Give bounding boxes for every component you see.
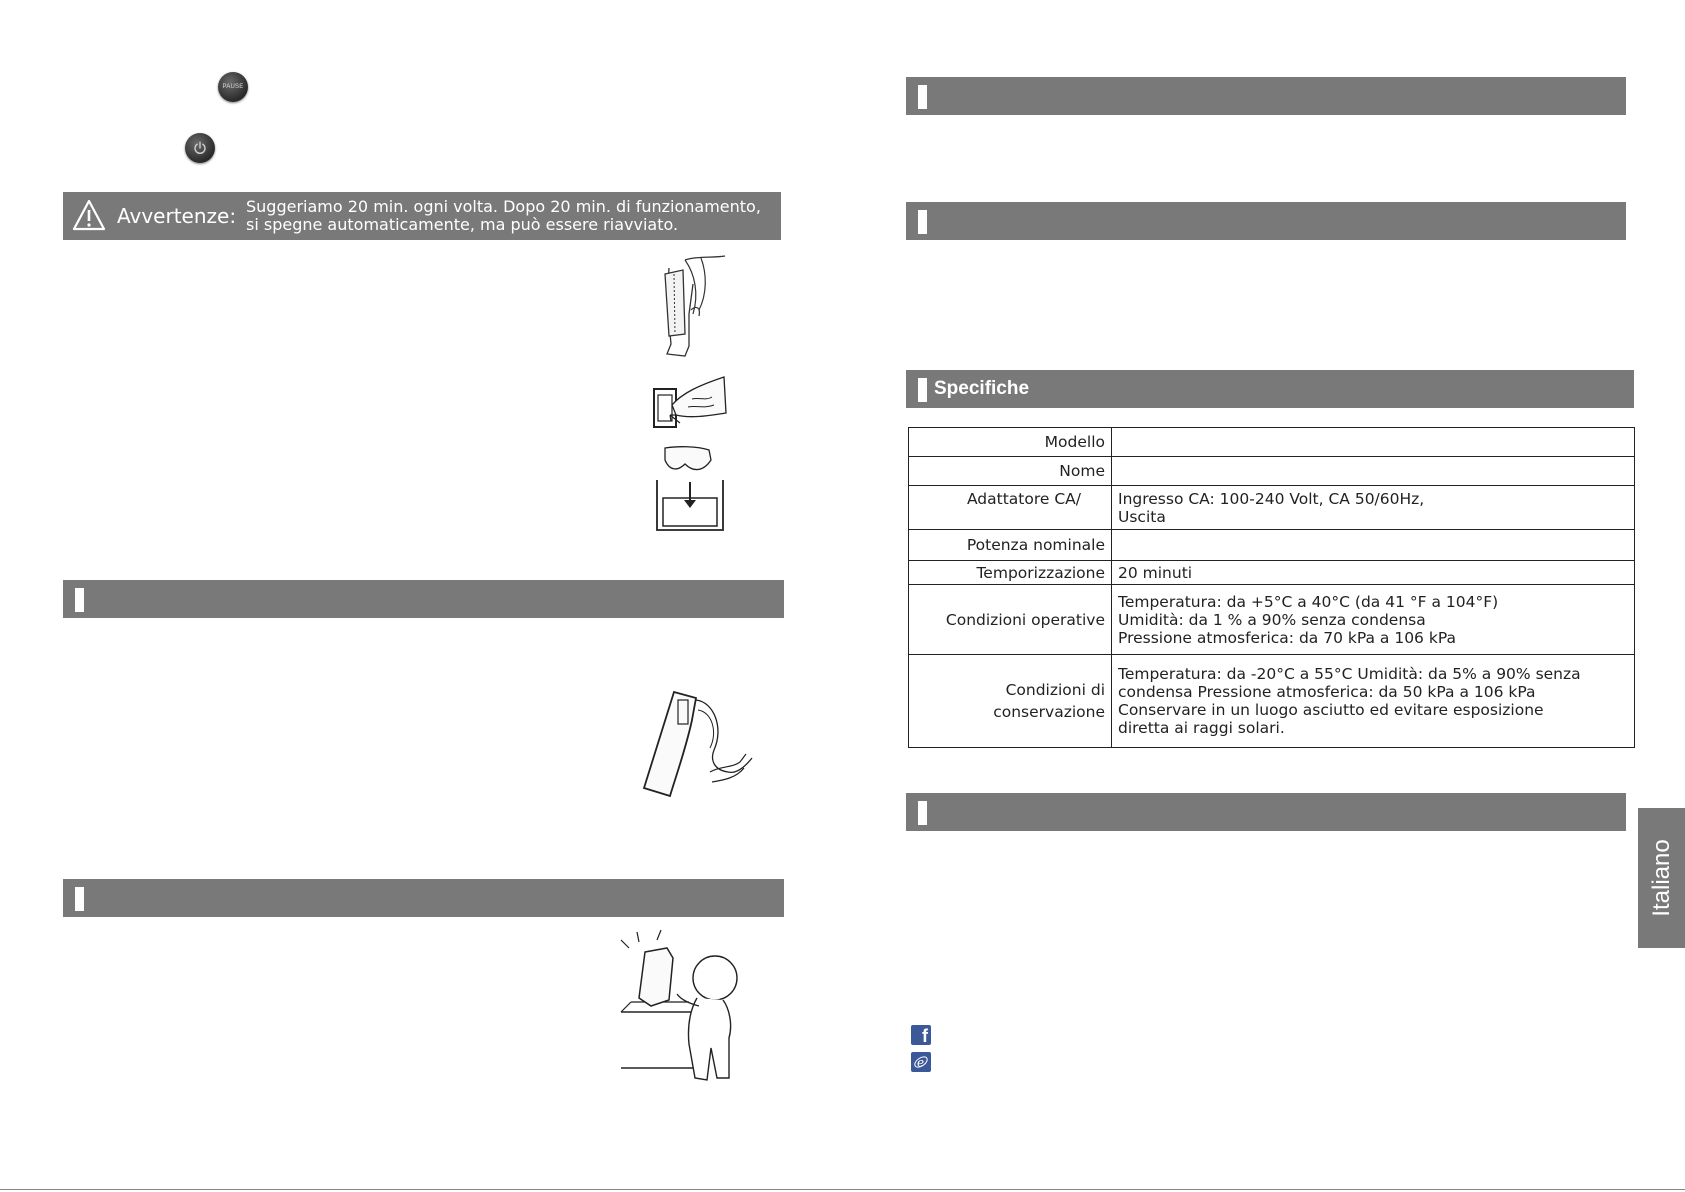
warning-text <box>246 198 761 234</box>
power-symbol-icon <box>193 141 207 155</box>
spec-value <box>1112 486 1635 530</box>
website-icon <box>911 1052 931 1072</box>
section-bar-4 <box>906 202 1626 240</box>
spec-value-line: Ingresso CA: 100-240 Volt, CA 50/60Hz, <box>1118 489 1425 508</box>
warning-banner <box>63 192 781 240</box>
specs-table <box>908 427 1635 748</box>
facebook-icon: f <box>911 1025 931 1045</box>
spec-row-name <box>909 457 1635 486</box>
language-tab-label: Italiano <box>1647 839 1675 917</box>
spec-value-line: Temperatura: da -20°C a 55°C Umidità: da 5% a 90% senza <box>1118 665 1581 683</box>
spec-key: Temporizzazione <box>909 561 1112 585</box>
spec-key <box>909 585 1112 655</box>
spec-value-line: condensa Pressione atmosferica: da 50 kPa a 106 kPa <box>1118 683 1536 701</box>
page-bottom-rule <box>0 1189 1685 1190</box>
section-bar-3 <box>906 77 1626 115</box>
globe-e-icon <box>911 1052 931 1072</box>
spec-key: Potenza nominale <box>909 530 1112 561</box>
warning-triangle-icon <box>71 198 107 232</box>
spec-value-line: Uscita <box>1118 507 1166 526</box>
warning-line-2: si spegne automaticamente, ma può essere riavviato. <box>246 215 679 234</box>
section-bar-1 <box>63 580 784 618</box>
warning-line-1: Suggeriamo 20 min. ogni volta. Dopo 20 min. di funzionamento, <box>246 197 761 216</box>
section-marker <box>918 801 927 825</box>
spec-row-adapter <box>909 486 1635 530</box>
section-bar-2 <box>63 879 784 917</box>
spec-key <box>909 486 1112 530</box>
spec-value-line: diretta ai raggi solari. <box>1118 719 1285 737</box>
spec-value-line: Umidità: da 1 % a 90% senza condensa <box>1118 610 1426 629</box>
spec-value <box>1112 530 1635 561</box>
device-handling-illustration <box>640 688 756 802</box>
spec-row-operating <box>909 585 1635 655</box>
leg-wrap-illustration <box>655 254 730 358</box>
spec-row-storage <box>909 655 1635 748</box>
section-marker <box>75 887 84 911</box>
spec-value-line: Pressione atmosferica: da 70 kPa a 106 kPa <box>1118 628 1456 647</box>
spec-key-text: Condizioni operative <box>945 610 1105 629</box>
specs-title: Specifiche <box>934 378 1030 399</box>
spec-key-line: conservazione <box>993 703 1105 721</box>
section-marker <box>918 378 927 402</box>
pause-button-label: PAUSE <box>222 84 244 90</box>
plug-into-socket-illustration <box>652 375 728 433</box>
spec-value: 20 minuti <box>1112 561 1635 585</box>
keep-away-from-children-illustration <box>617 928 749 1086</box>
section-marker <box>918 210 927 234</box>
power-button-icon <box>185 133 215 163</box>
section-bar-5 <box>906 793 1626 831</box>
warning-label: Avvertenze: <box>117 204 237 228</box>
spec-row-power <box>909 530 1635 561</box>
language-tab <box>1638 808 1685 948</box>
section-marker <box>75 588 84 612</box>
spec-value <box>1112 457 1635 486</box>
spec-value <box>1112 655 1635 748</box>
spec-value-line: Conservare in un luogo asciutto ed evitare esposizione <box>1118 701 1544 719</box>
web-glyph: e <box>917 1055 925 1070</box>
spec-value <box>1112 585 1635 655</box>
pause-button-icon <box>218 72 248 102</box>
spec-value-line: Temperatura: da +5°C a 40°C (da 41 °F a 104°F) <box>1118 592 1499 611</box>
spec-key <box>909 655 1112 748</box>
spec-key-text: Adattatore CA/ <box>966 490 1081 508</box>
spec-row-timer <box>909 561 1635 585</box>
spec-key: Modello <box>909 428 1112 457</box>
spec-key: Nome <box>909 457 1112 486</box>
specs-section-bar <box>906 370 1634 408</box>
section-marker <box>918 85 927 109</box>
spec-key-line: Condizioni di <box>1005 681 1105 699</box>
spec-row-model <box>909 428 1635 457</box>
spec-value <box>1112 428 1635 457</box>
insert-into-box-illustration <box>653 446 729 532</box>
